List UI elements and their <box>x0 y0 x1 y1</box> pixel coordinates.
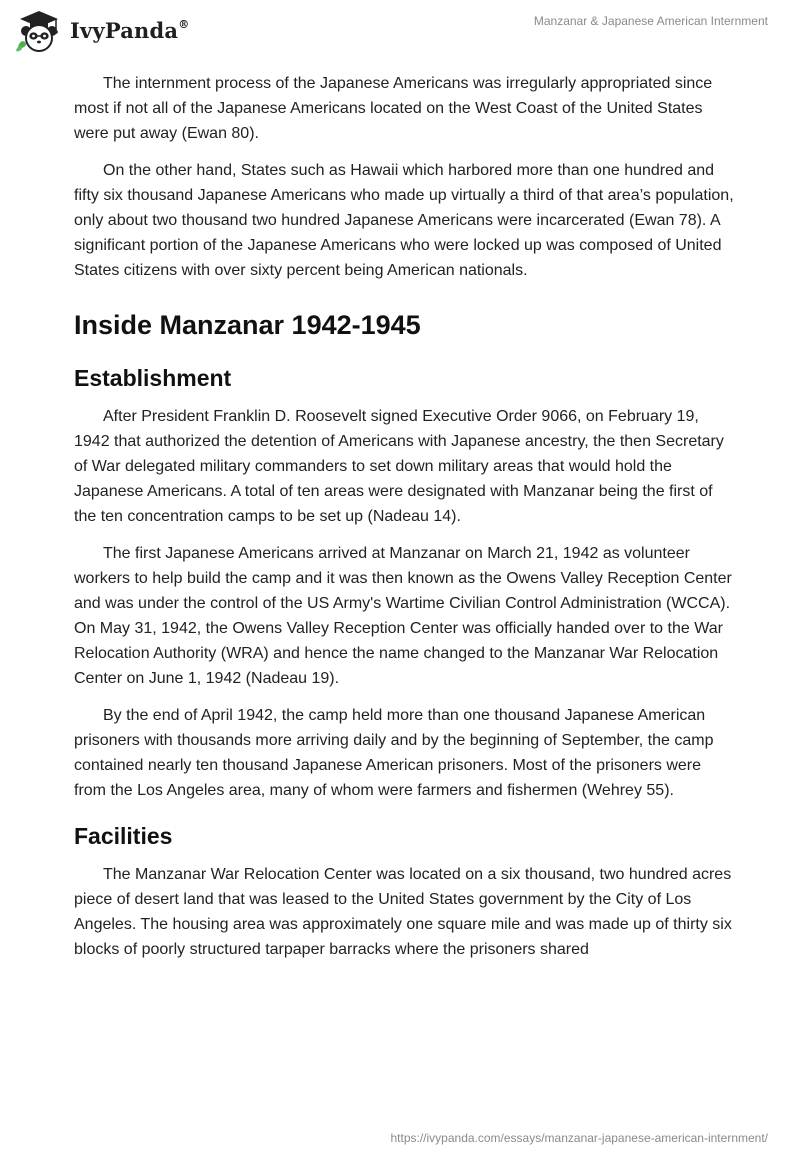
registered-mark: ® <box>178 17 190 31</box>
ivypanda-logo[interactable] <box>14 7 189 53</box>
article-body <box>74 71 734 974</box>
paragraph: After President Franklin D. Roosevelt signed Executive Order 9066, on February 19, 1942 that authorized the detention of Americans with Japanese ancestry, the then Secretary of War delegated military commanders to set down military areas that would hold the Japanese Americans. A total of ten areas were designated with Manzanar being the first of the ten concentration camps to be set up (Nadeau 14). <box>74 408 724 525</box>
subsection-heading-establishment: Establishment <box>74 365 232 391</box>
subsection-heading-facilities: Facilities <box>74 823 173 849</box>
source-url[interactable]: https://ivypanda.com/essays/manzanar-japanese-american-internment/ <box>390 1131 768 1145</box>
brand-name: IvyPanda® <box>70 17 190 43</box>
page-header <box>0 0 800 62</box>
document-title: Manzanar & Japanese American Internment <box>533 14 768 28</box>
paragraph: The first Japanese Americans arrived at Manzanar on March 21, 1942 as volunteer workers to help build the camp and it was then known as the Owens Valley Reception Center and was under the control of the US Army's Wartime Civilian Control Administration (WCCA). On May 31, 1942, the Owens Valley Reception Center was officially handed over to the War Relocation Authority (WRA) and hence the name changed to the Manzanar War Relocation Center on June 1, 1942 (Nadeau 19). <box>74 545 732 687</box>
paragraph: The Manzanar War Relocation Center was located on a six thousand, two hundred acres piece of desert land that was leased to the United States government by the City of Los Angeles. The housing area was approximately one square mile and was made up of thirty six blocks of poorly structured tarpaper barracks where the prisoners shared <box>74 866 732 958</box>
paragraph: On the other hand, States such as Hawaii which harbored more than one hundred and fifty six thousand Japanese Americans who made up virtually a third of that area’s population, only about two thousand two hundred Japanese Americans were incarcerated (Ewan 78). A significant portion of the Japanese Americans who were locked up was composed of United States citizens with over sixty percent being American nationals. <box>74 162 734 279</box>
paragraph: The internment process of the Japanese Americans was irregularly appropriated since most if not all of the Japanese Americans located on the West Coast of the United States were put away (Ewan 80). <box>74 75 713 142</box>
paragraph: By the end of April 1942, the camp held more than one thousand Japanese American prisoners with thousands more arriving daily and by the beginning of September, the camp contained nearly ten thousand Japanese American prisoners. Most of the prisoners were from the Los Angeles area, many of whom were farmers and fishermen (Wehrey 55). <box>74 707 714 799</box>
section-heading: Inside Manzanar 1942-1945 <box>74 310 421 340</box>
panda-graduate-icon <box>14 7 64 53</box>
